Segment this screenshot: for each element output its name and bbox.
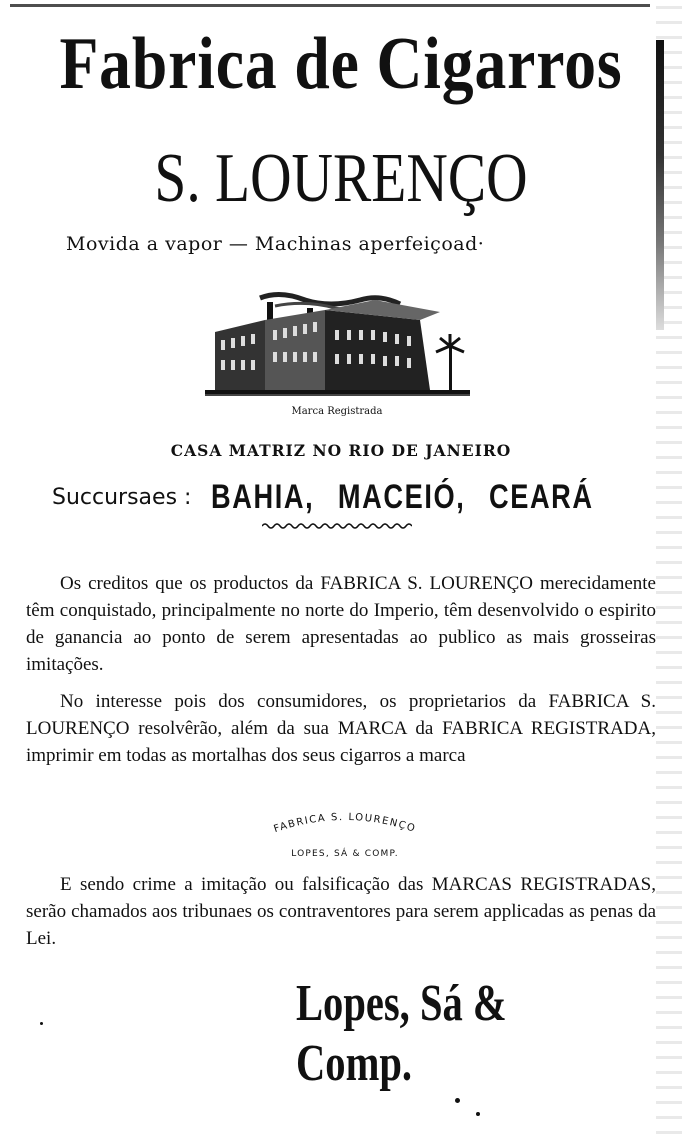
branches-cities: BAHIA, MACEIÓ, CEARÁ [210, 478, 594, 516]
mark-arc-text: FABRICA S. LOURENÇO [272, 811, 418, 836]
paragraph-2-text: No interesse pois dos consumidores, os proprietarios da FABRICA S. LOURENÇO resolvêrão, além da sua MARCA da FABRICA REGISTRADA, imprimir em todas as mortalhas dos seus cigarros a marca [26, 691, 656, 766]
ink-speck [476, 1112, 480, 1116]
page-edge-dark [656, 40, 664, 330]
top-border-rule [10, 4, 650, 7]
branches-label: Succursaes : [52, 485, 192, 510]
paragraph-3-text: E sendo crime a imitação ou falsificação das MARCAS REGISTRADAS, serão chamados aos tribunaes os contraventores para serem applicadas as penas da Lei. [26, 874, 656, 949]
wavy-divider [262, 522, 412, 530]
paragraph-3 [26, 871, 656, 952]
paragraph-1 [26, 570, 656, 678]
factory-illustration [205, 290, 470, 420]
ink-speck [455, 1098, 460, 1103]
paragraph-1-text: Os creditos que os productos da FABRICA S. LOURENÇO merecidamente têm conquistado, principalmente no norte do Imperio, têm desenvolvido o espirito de ganancia ao ponto de serem apresentadas ao publico as mais grosseiras imitações. [26, 573, 656, 675]
cigarette-paper-mark [255, 802, 435, 862]
svg-text:FABRICA S. LOURENÇO [273, 812, 418, 835]
head-office-heading: CASA MATRIZ NO RIO DE JANEIRO [170, 441, 512, 460]
factory-caption: Marca Registrada [291, 406, 383, 417]
advert-title: Fabrica de Cigarros [59, 23, 623, 105]
advert-tagline: Movida a vapor — Machinas aperfeiçoad· [66, 233, 485, 255]
advert-subtitle: S. LOURENÇO [154, 140, 528, 217]
branches-line [52, 478, 652, 517]
paragraph-2 [26, 688, 656, 769]
company-signature: Lopes, Sá & Comp. [296, 975, 507, 1092]
ink-speck [40, 1022, 43, 1025]
mark-line-text: LOPES, SÁ & COMP. [291, 849, 399, 859]
